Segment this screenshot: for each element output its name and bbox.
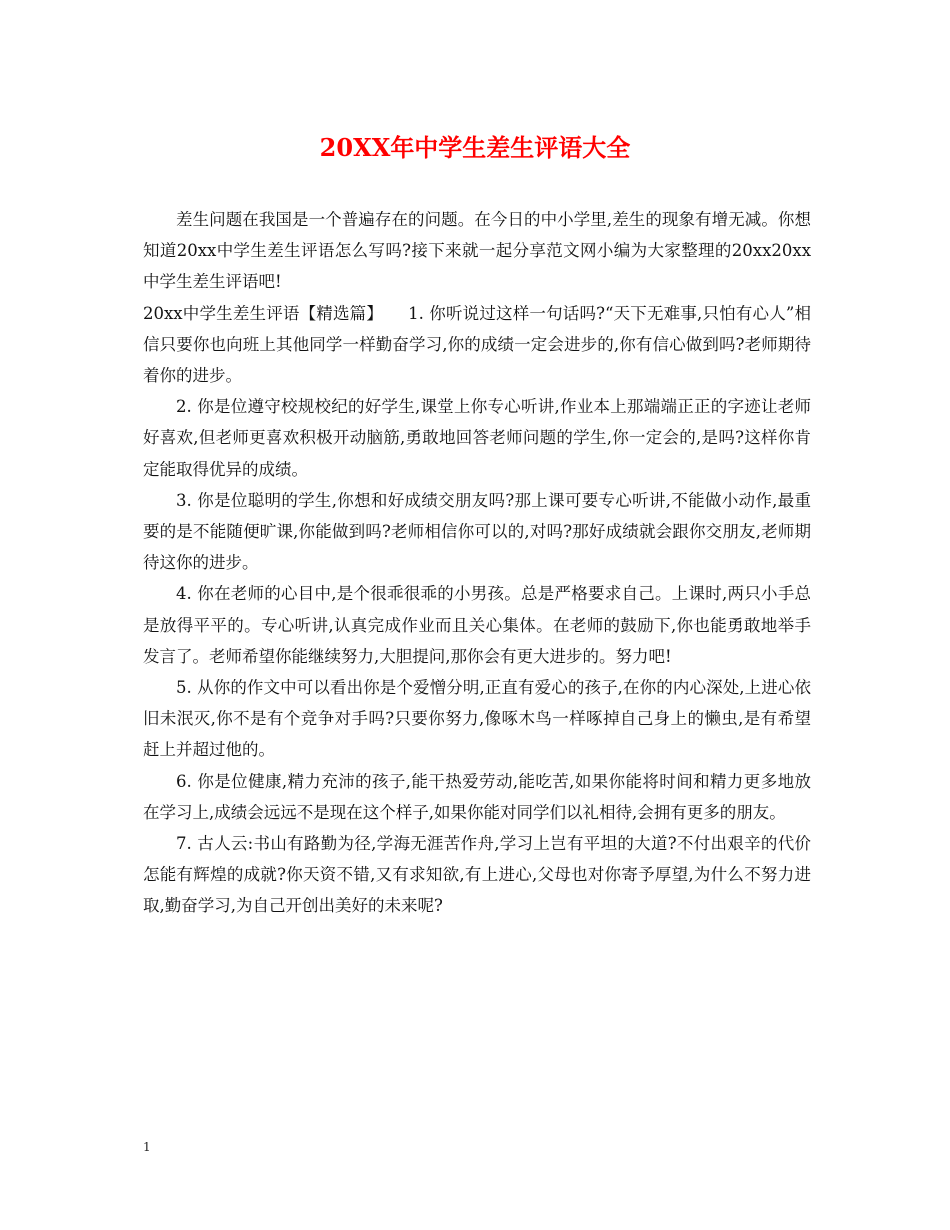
paragraph-intro: 差生问题在我国是一个普遍存在的问题。在今日的中小学里,差生的现象有增无减。你想知道20xx中学生差生评语怎么写吗?接下来就一起分享范文网小编为大家整理的20xx20xx中学生差生评语吧! bbox=[143, 210, 811, 292]
paragraph-item-3: 3. 你是位聪明的学生,你想和好成绩交朋友吗?那上课可要专心听讲,不能做小动作,最重要的是不能随便旷课,你能做到吗?老师相信你可以的,对吗?那好成绩就会跟你交朋友,老师期待这你的进步。 bbox=[143, 490, 811, 573]
paragraph-item-7: 7. 古人云:书山有路勤为径,学海无涯苦作舟,学习上岂有平坦的大道?不付出艰辛的代价怎能有辉煌的成就?你天资不错,又有求知欲,有上进心,父母也对你寄予厚望,为什么不努力进取,勤奋学习,为自己开创出美好的未来呢? bbox=[143, 834, 811, 916]
page-number: 1 bbox=[143, 1140, 151, 1154]
paragraph-item-5: 5. 从你的作文中可以看出你是个爱憎分明,正直有爱心的孩子,在你的内心深处,上进心依旧未泯灭,你不是有个竞争对手吗?只要你努力,像啄木鸟一样啄掉自己身上的懒虫,是有希望赶上并超过他的。 bbox=[143, 678, 811, 760]
document-title: 20XX年中学生差生评语大全 bbox=[319, 133, 631, 162]
paragraph-section-heading-item-1: 20xx中学生差生评语【精选篇】 1. 你听说过这样一句话吗?“天下无难事,只怕有心人”相信只要你也向班上其他同学一样勤奋学习,你的成绩一定会进步的,你有信心做到吗?老师期待着你的进步。 bbox=[143, 303, 811, 386]
paragraph-item-6: 6. 你是位健康,精力充沛的孩子,能干热爱劳动,能吃苦,如果你能将时间和精力更多地放在学习上,成绩会远远不是现在这个样子,如果你能对同学们以礼相待,会拥有更多的朋友。 bbox=[143, 771, 811, 822]
paragraph-item-4: 4. 你在老师的心目中,是个很乖很乖的小男孩。总是严格要求自己。上课时,两只小手总是放得平平的。专心听讲,认真完成作业而且关心集体。在老师的鼓励下,你也能勇敢地举手发言了。老师希望你能继续努力,大胆提问,那你会有更大进步的。努力吧! bbox=[143, 584, 811, 666]
document-body bbox=[143, 204, 811, 922]
paragraph-item-2: 2. 你是位遵守校规校纪的好学生,课堂上你专心听讲,作业本上那端端正正的字迹让老师好喜欢,但老师更喜欢积极开动脑筋,勇敢地回答老师问题的学生,你一定会的,是吗?这样你肯定能取得优异的成绩。 bbox=[143, 397, 811, 479]
